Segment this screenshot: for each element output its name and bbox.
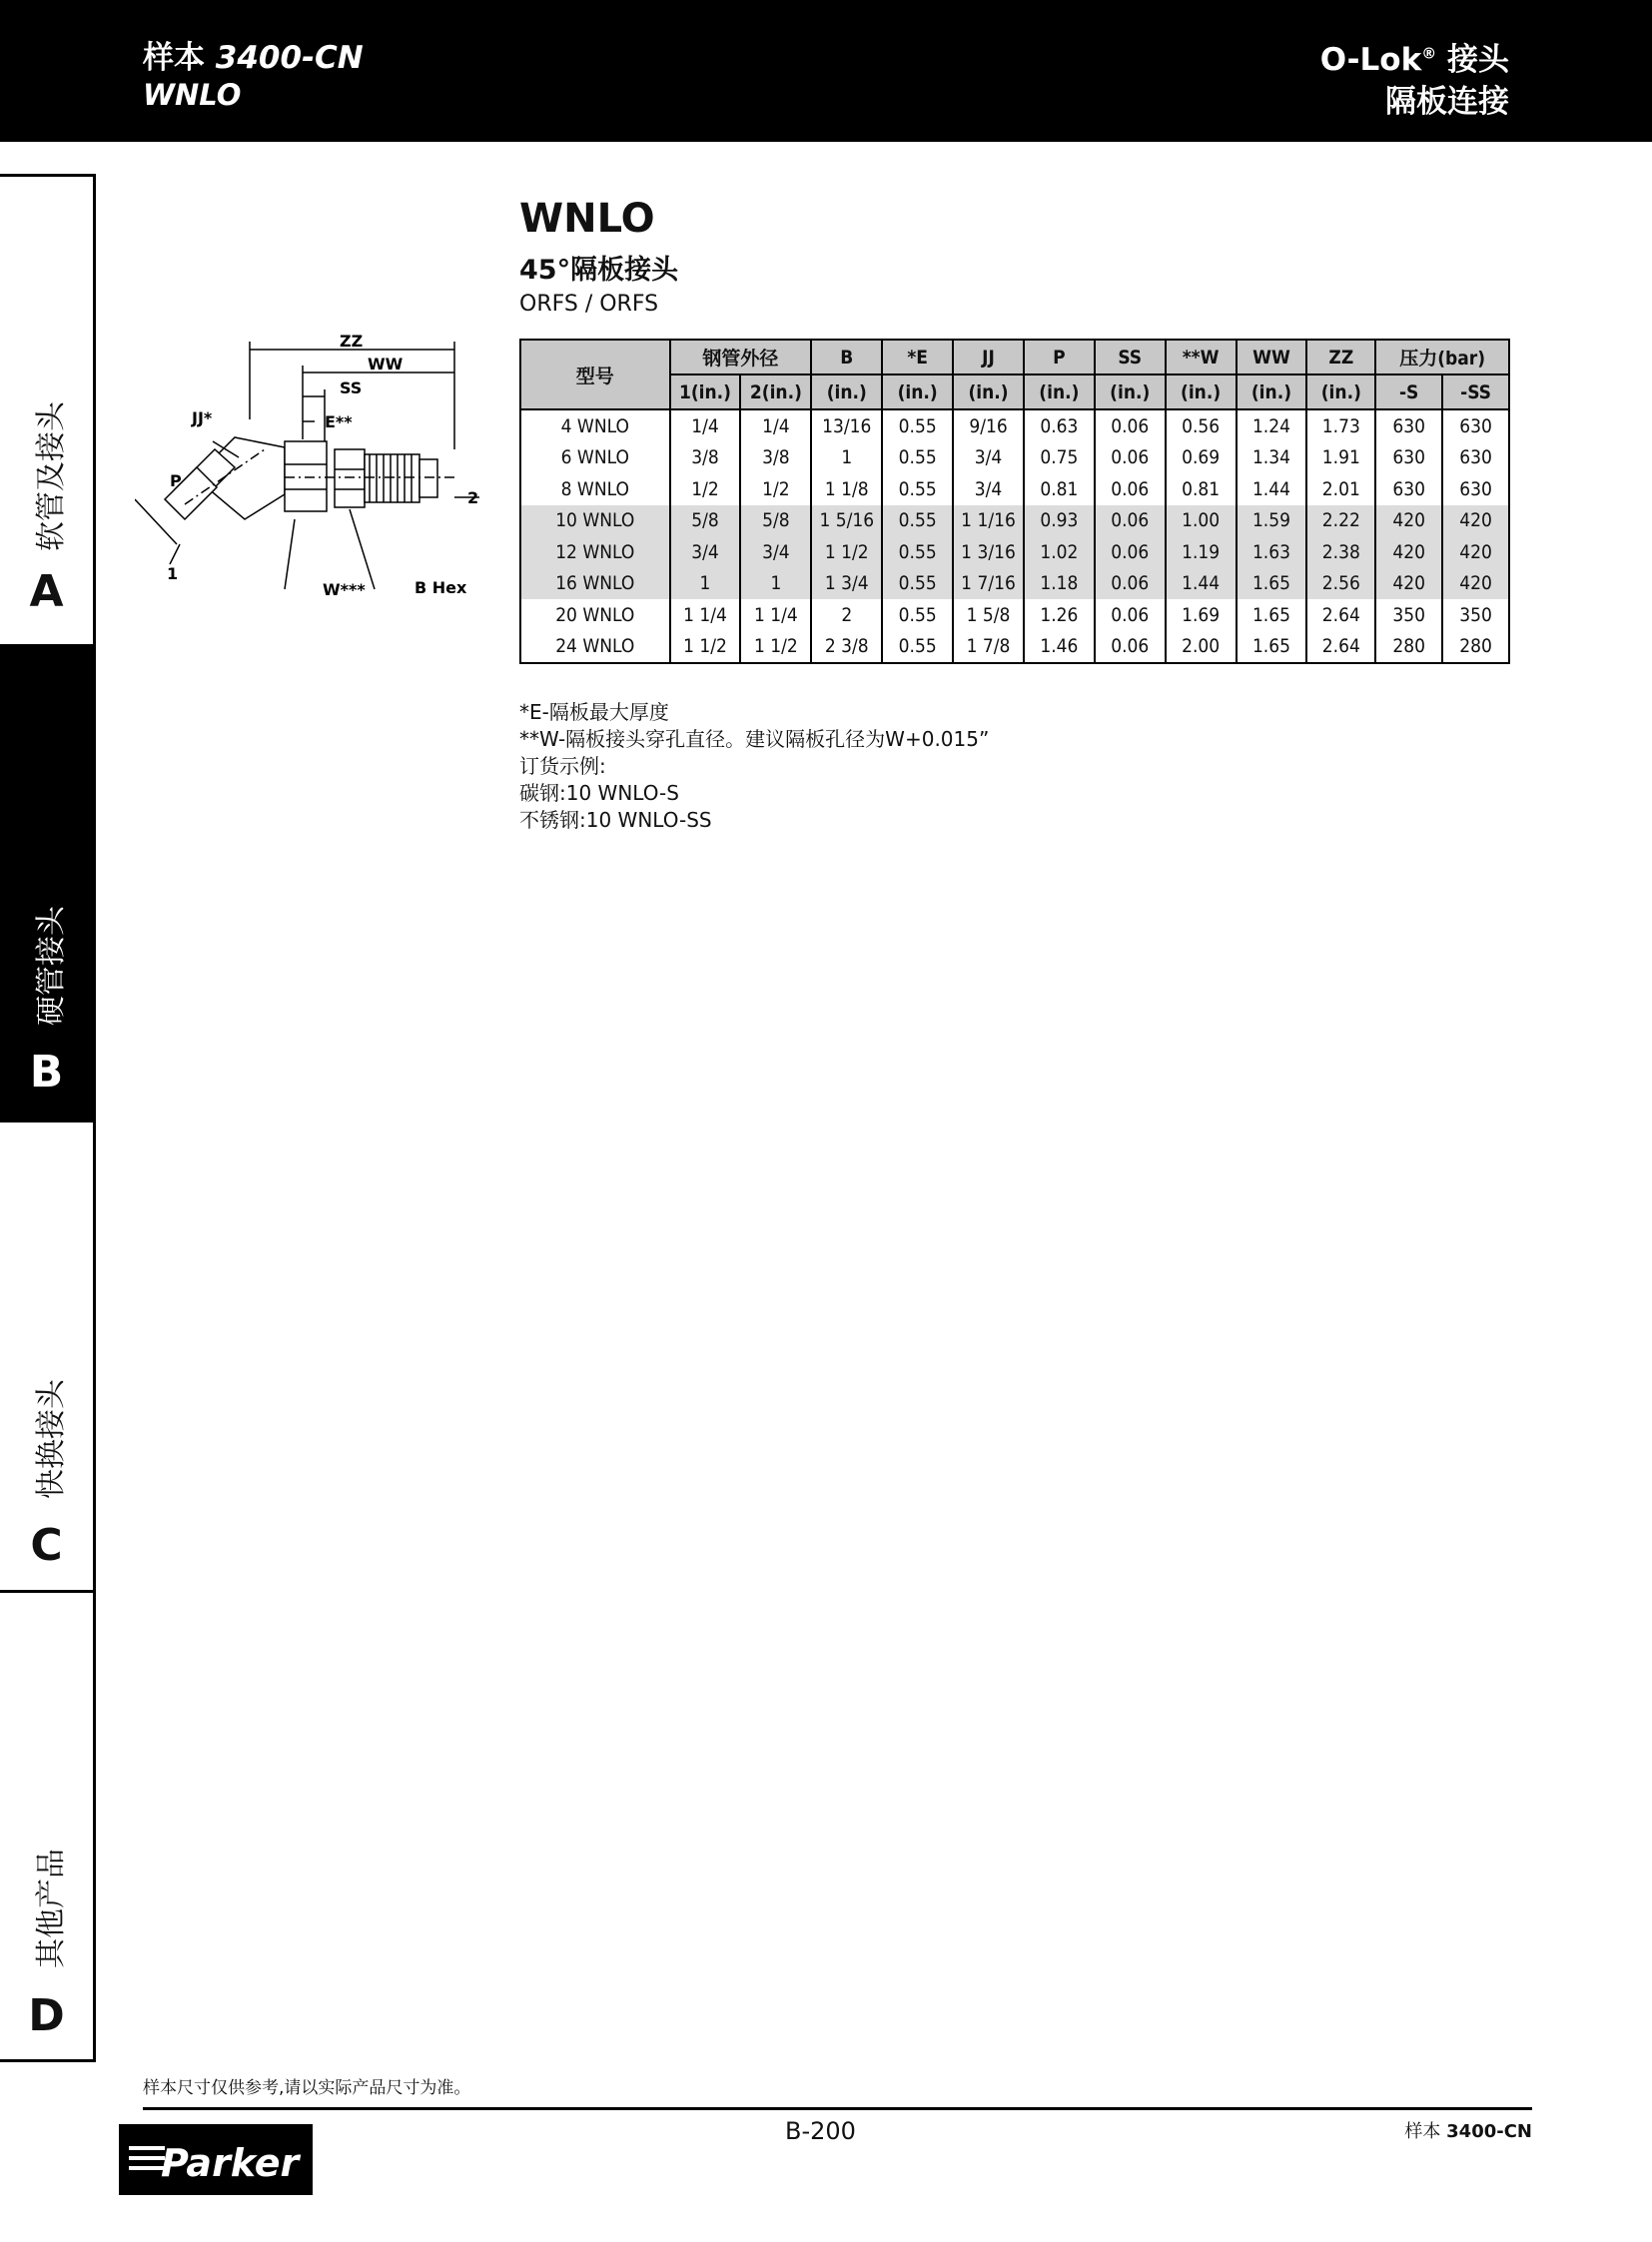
table-cell: 0.06	[1095, 631, 1166, 664]
table-cell: 0.75	[1024, 442, 1095, 474]
table-cell: 3/8	[670, 442, 741, 474]
table-cell: 6 WNLO	[520, 442, 670, 474]
table-cell: 1.65	[1237, 599, 1307, 631]
header-unit: (in.)	[953, 374, 1024, 409]
table-cell: 2.22	[1306, 505, 1375, 537]
port-2-label: 2	[467, 488, 479, 507]
table-cell: 0.55	[882, 473, 953, 505]
table-cell: 1	[740, 568, 811, 600]
table-cell: 20 WNLO	[520, 599, 670, 631]
table-cell: 1.73	[1306, 409, 1375, 442]
header-unit: (in.)	[1306, 374, 1375, 409]
tab-letter: C	[30, 1520, 63, 1571]
tab-section-a[interactable]	[0, 174, 96, 644]
table-cell: 2.38	[1306, 536, 1375, 568]
header-tube-1: 1(in.)	[670, 374, 741, 409]
product-category: 隔板连接	[1385, 84, 1509, 120]
page-header	[0, 0, 1652, 142]
table-cell: 1 7/16	[953, 568, 1024, 600]
footer-divider	[143, 2107, 1532, 2110]
port-1-label: 1	[167, 564, 179, 583]
table-cell: 5/8	[670, 505, 741, 537]
table-cell: 0.06	[1095, 473, 1166, 505]
tab-letter: A	[29, 566, 64, 617]
table-cell: 1 5/16	[811, 505, 882, 537]
specification-table	[519, 339, 1510, 664]
dim-bhex: B Hex	[414, 578, 467, 597]
table-row	[520, 473, 1509, 505]
table-cell: 0.81	[1166, 473, 1237, 505]
table-row	[520, 442, 1509, 474]
header-unit: (in.)	[882, 374, 953, 409]
table-cell: 0.06	[1095, 409, 1166, 442]
table-cell: 10 WNLO	[520, 505, 670, 537]
table-cell: 420	[1442, 536, 1509, 568]
table-cell: 0.69	[1166, 442, 1237, 474]
table-cell: 1/4	[740, 409, 811, 442]
parker-logo-icon	[119, 2124, 313, 2195]
table-cell: 1.65	[1237, 631, 1307, 664]
table-row	[520, 599, 1509, 631]
table-cell: 0.81	[1024, 473, 1095, 505]
table-cell: 2.64	[1306, 631, 1375, 664]
table-cell: 4 WNLO	[520, 409, 670, 442]
header-tube-2: 2(in.)	[740, 374, 811, 409]
tab-label: 硬管接头	[34, 906, 69, 1026]
table-cell: 13/16	[811, 409, 882, 442]
table-cell: 630	[1375, 409, 1442, 442]
tab-label: 其他产品	[34, 1849, 69, 1968]
table-row	[520, 536, 1509, 568]
table-cell: 0.06	[1095, 568, 1166, 600]
disclaimer: 样本尺寸仅供参考,请以实际产品尺寸为准。	[143, 2078, 471, 2098]
table-cell: 2 3/8	[811, 631, 882, 664]
note-e: *E-隔板最大厚度	[519, 700, 669, 724]
table-cell: 1 1/2	[670, 631, 741, 664]
table-cell: 16 WNLO	[520, 568, 670, 600]
table-cell: 3/8	[740, 442, 811, 474]
dim-p: P	[170, 471, 182, 490]
table-cell: 630	[1442, 409, 1509, 442]
header-unit: (in.)	[1166, 374, 1237, 409]
table-cell: 0.55	[882, 505, 953, 537]
product-title: WNLO	[519, 196, 655, 242]
product-subtitle: 45°隔板接头	[519, 255, 679, 286]
table-cell: 1 1/8	[811, 473, 882, 505]
table-cell: 1 1/4	[740, 599, 811, 631]
tabs-divider	[0, 2059, 96, 2062]
table-cell: 1.00	[1166, 505, 1237, 537]
table-cell: 280	[1442, 631, 1509, 664]
table-cell: 420	[1375, 505, 1442, 537]
table-cell: 630	[1442, 473, 1509, 505]
dim-ww: WW	[368, 355, 404, 374]
header-p: P	[1024, 340, 1095, 374]
table-cell: 24 WNLO	[520, 631, 670, 664]
dim-jj: JJ*	[192, 408, 213, 427]
dim-w: W***	[323, 580, 366, 599]
table-cell: 420	[1375, 536, 1442, 568]
table-row	[520, 409, 1509, 442]
dim-ss: SS	[340, 378, 363, 397]
tab-letter: B	[29, 1047, 64, 1098]
header-e: *E	[882, 340, 953, 374]
connection-type: ORFS / ORFS	[519, 292, 659, 317]
table-cell: 2	[811, 599, 882, 631]
table-cell: 630	[1375, 473, 1442, 505]
header-pressure-s: -S	[1375, 374, 1442, 409]
product-line: O-Lok® 接头	[1319, 42, 1509, 78]
table-cell: 0.06	[1095, 599, 1166, 631]
page-number: B-200	[785, 2117, 856, 2145]
table-cell: 3/4	[953, 442, 1024, 474]
table-cell: 1 7/8	[953, 631, 1024, 664]
table-cell: 0.06	[1095, 505, 1166, 537]
tab-letter: D	[28, 1990, 65, 2041]
table-cell: 1.44	[1237, 473, 1307, 505]
table-cell: 0.06	[1095, 442, 1166, 474]
header-w: **W	[1166, 340, 1237, 374]
table-cell: 1/2	[740, 473, 811, 505]
header-ww: WW	[1237, 340, 1307, 374]
table-cell: 2.00	[1166, 631, 1237, 664]
table-notes	[519, 699, 989, 834]
header-zz: ZZ	[1306, 340, 1375, 374]
note-carbon-steel: 碳钢:10 WNLO-S	[519, 781, 679, 805]
table-cell: 350	[1375, 599, 1442, 631]
header-pressure: 压力(bar)	[1375, 340, 1509, 374]
table-cell: 1	[811, 442, 882, 474]
table-cell: 1.24	[1237, 409, 1307, 442]
footer-catalog: 样本 3400-CN	[1404, 2121, 1532, 2142]
header-model: WNLO	[143, 78, 242, 112]
dim-e: E**	[325, 412, 353, 431]
note-order-example: 订货示例:	[519, 754, 606, 778]
note-w: **W-隔板接头穿孔直径。建议隔板孔径为W+0.015”	[519, 727, 990, 751]
table-cell: 420	[1442, 568, 1509, 600]
table-cell: 350	[1442, 599, 1509, 631]
catalog-number: 样本 3400-CN	[143, 40, 364, 76]
table-cell: 420	[1442, 505, 1509, 537]
table-cell: 12 WNLO	[520, 536, 670, 568]
header-pressure-ss: -SS	[1442, 374, 1509, 409]
header-model: 型号	[520, 340, 670, 409]
tab-section-b[interactable]	[0, 644, 96, 1120]
table-cell: 3/4	[953, 473, 1024, 505]
table-cell: 1.91	[1306, 442, 1375, 474]
table-cell: 1.02	[1024, 536, 1095, 568]
table-row	[520, 505, 1509, 537]
table-cell: 1.59	[1237, 505, 1307, 537]
table-cell: 1 1/2	[740, 631, 811, 664]
table-cell: 1.26	[1024, 599, 1095, 631]
table-cell: 2.01	[1306, 473, 1375, 505]
header-unit: (in.)	[1237, 374, 1307, 409]
table-cell: 0.55	[882, 442, 953, 474]
table-cell: 1 1/4	[670, 599, 741, 631]
table-cell: 5/8	[740, 505, 811, 537]
table-cell: 0.63	[1024, 409, 1095, 442]
tab-label: 快换接头	[34, 1379, 69, 1499]
svg-text:Parker: Parker	[161, 2141, 300, 2185]
table-cell: 2.64	[1306, 599, 1375, 631]
table-row	[520, 631, 1509, 664]
header-ss: SS	[1095, 340, 1166, 374]
table-cell: 2.56	[1306, 568, 1375, 600]
table-cell: 0.55	[882, 631, 953, 664]
fitting-diagram	[135, 330, 494, 619]
table-cell: 630	[1442, 442, 1509, 474]
table-cell: 1	[670, 568, 741, 600]
parker-logo	[119, 2124, 313, 2195]
table-cell: 0.55	[882, 599, 953, 631]
tab-section-c[interactable]	[0, 1120, 96, 1590]
table-cell: 0.55	[882, 536, 953, 568]
table-cell: 0.56	[1166, 409, 1237, 442]
table-cell: 1.44	[1166, 568, 1237, 600]
table-cell: 1.46	[1024, 631, 1095, 664]
table-cell: 1 1/2	[811, 536, 882, 568]
table-cell: 420	[1375, 568, 1442, 600]
header-unit: (in.)	[1095, 374, 1166, 409]
table-cell: 1 5/8	[953, 599, 1024, 631]
table-cell: 1.18	[1024, 568, 1095, 600]
table-cell: 1/4	[670, 409, 741, 442]
tab-section-d[interactable]	[0, 1590, 96, 2059]
table-cell: 1.19	[1166, 536, 1237, 568]
table-cell: 0.06	[1095, 536, 1166, 568]
tab-label: 软管及接头	[34, 401, 69, 551]
note-stainless-steel: 不锈钢:10 WNLO-SS	[519, 808, 712, 832]
table-cell: 1.34	[1237, 442, 1307, 474]
table-cell: 1.65	[1237, 568, 1307, 600]
table-cell: 0.55	[882, 568, 953, 600]
table-row	[520, 568, 1509, 600]
table-cell: 1 3/4	[811, 568, 882, 600]
table-cell: 630	[1375, 442, 1442, 474]
header-b: B	[811, 340, 882, 374]
table-cell: 0.93	[1024, 505, 1095, 537]
table-cell: 1 1/16	[953, 505, 1024, 537]
dim-zz: ZZ	[340, 332, 364, 351]
header-tube-od: 钢管外径	[670, 340, 812, 374]
header-unit: (in.)	[811, 374, 882, 409]
table-cell: 9/16	[953, 409, 1024, 442]
header-unit: (in.)	[1024, 374, 1095, 409]
table-cell: 280	[1375, 631, 1442, 664]
table-cell: 3/4	[740, 536, 811, 568]
table-cell: 3/4	[670, 536, 741, 568]
header-jj: JJ	[953, 340, 1024, 374]
table-cell: 8 WNLO	[520, 473, 670, 505]
table-cell: 1 3/16	[953, 536, 1024, 568]
table-cell: 0.55	[882, 409, 953, 442]
table-cell: 1/2	[670, 473, 741, 505]
table-cell: 1.69	[1166, 599, 1237, 631]
table-cell: 1.63	[1237, 536, 1307, 568]
